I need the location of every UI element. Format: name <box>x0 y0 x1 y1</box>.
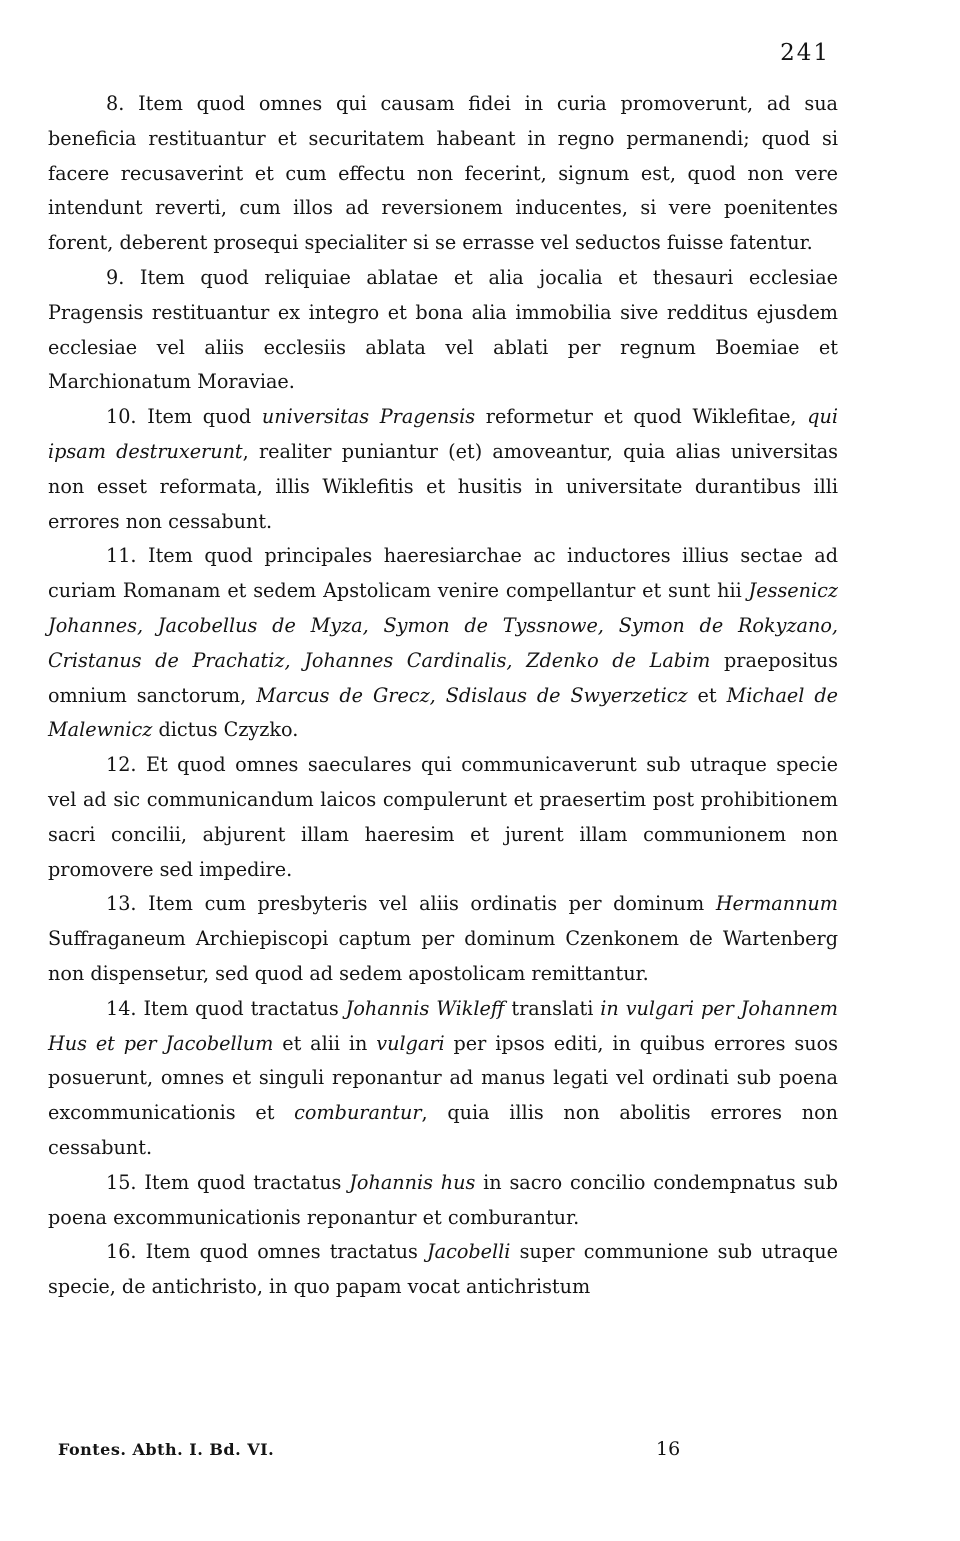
paragraph-14 <box>48 992 838 1166</box>
italic-text: Hermannum <box>715 892 838 916</box>
text-run: , realiter puniantur (et) amoveantur, quia alias universitas non esset reformata, illis Wiklefitis et husitis in universitate durantibus illi errores non cessabunt. <box>48 439 838 533</box>
paragraph-number: 8. <box>106 92 125 115</box>
text-run: et alii in <box>273 1031 377 1055</box>
italic-text: Jessenicz Johannes, Jacobellus de Myza, Symon de Tyssnowe, Symon de Rokyzano, Cristanus de Prachatiz, Johannes Cardinalis, Zdenko de Labim <box>48 579 838 672</box>
text-run: per ipsos editi, in quibus errores suos posuerunt, omnes et singuli reponantur ad manus legati vel ordinati sub poena excommunicationis et <box>48 1031 838 1125</box>
text-run: Et quod omnes saeculares qui communicaverunt sub utraque specie vel ad sic communicandum laicos compulerunt et praesertim post prohibitionem sacri concilii, abjurent illam haeresim et jurent illam communionem non promovere sed impedire. <box>48 753 838 881</box>
paragraph-15 <box>48 1166 838 1236</box>
text-run: super communione sub utraque specie, de antichristo, in quo papam vocat antichristum <box>48 1240 838 1299</box>
italic-text: Johannis hus <box>349 1170 476 1194</box>
body-text <box>48 87 838 1305</box>
text-run: Item quod omnes qui causam fidei in curia promoverunt, ad sua beneficia restituantur et securitatem habeant in regno permanendi; quod si facere recusaverint et cum effectu non fecerint, signum est, quod non vere intendunt reverti, cum illos ad reversionem inducentes, si vere poenitentes forent, deberent prosequi specialiter si se errasse vel seductos fuisse fatentur. <box>48 92 838 255</box>
paragraph-number: 9. <box>106 265 125 289</box>
text-run: reformetur et quod Wiklefitae, <box>475 405 808 429</box>
italic-text: Marcus de Grecz, Sdislaus de Swyerzeticz <box>256 683 688 707</box>
italic-text: Jacobelli <box>426 1240 511 1264</box>
signature-mark: 16 <box>656 1438 681 1460</box>
italic-text: vulgari <box>376 1031 445 1055</box>
page-number: 241 <box>780 40 830 66</box>
text-run: Item cum presbyteris vel aliis ordinatis per dominum <box>148 892 716 916</box>
text-run: et <box>687 683 727 707</box>
paragraph-number: 13. <box>106 892 137 916</box>
italic-text: comburantur <box>294 1101 422 1125</box>
paragraph-number: 16. <box>106 1240 137 1264</box>
paragraph-number: 12. <box>106 753 137 777</box>
paragraph-number: 11. <box>106 544 137 568</box>
text-run: in sacro concilio condempnatus sub poena excommunicationis reponantur et comburantur. <box>48 1170 838 1229</box>
italic-text: universitas Pragensis <box>261 405 476 429</box>
text-run: dictus Czyzko. <box>152 718 299 742</box>
text-run: translati <box>504 996 601 1020</box>
text-run: Suffraganeum Archiepiscopi captum per dominum Czenkonem de Wartenberg non dispensetur, sed quod ad sedem apostolicam remittantur. <box>48 927 838 985</box>
text-run: Item quod tractatus <box>143 996 346 1020</box>
paragraph-12 <box>48 748 838 887</box>
text-run: Item quod omnes tractatus <box>145 1240 427 1264</box>
paragraph-number: 15. <box>106 1170 137 1194</box>
italic-text: in vulgari per Johannem Hus et per Jacobellum <box>48 996 839 1055</box>
text-run: Item quod <box>147 405 262 429</box>
paragraph-number: 10. <box>106 405 137 429</box>
italic-text: Michael de Malewnicz <box>48 683 839 742</box>
paragraph-9 <box>48 261 838 400</box>
text-run: praepositus omnium sanctorum, <box>48 648 838 707</box>
italic-text: qui ipsam destruxerunt <box>48 405 838 463</box>
paragraph-16 <box>48 1235 838 1305</box>
italic-text: Johannis Wikleff <box>345 996 505 1020</box>
text-run: Item quod tractatus <box>144 1170 350 1194</box>
text-run: Item quod reliquiae ablatae et alia jocalia et thesauri ecclesiae Pragensis restituantur ex integro et bona alia immobilia sive redditus ejusdem ecclesiae vel aliis ecclesiis ablata vel ablati per regnum Boemiae et Marchionatum Moraviae. <box>48 265 838 394</box>
text-run: Item quod principales haeresiarchae ac inductores illius sectae ad curiam Romanam et sedem Apstolicam venire compellantur et sunt hii <box>48 544 838 603</box>
source-citation: Fontes. Abth. I. Bd. VI. <box>58 1440 275 1459</box>
paragraph-11 <box>48 539 838 748</box>
paragraph-8 <box>48 87 838 261</box>
paragraph-number: 14. <box>106 996 137 1020</box>
paragraph-10 <box>48 400 838 539</box>
text-run: , quia illis non abolitis errores non cessabunt. <box>48 1101 838 1159</box>
paragraph-13 <box>48 887 838 991</box>
